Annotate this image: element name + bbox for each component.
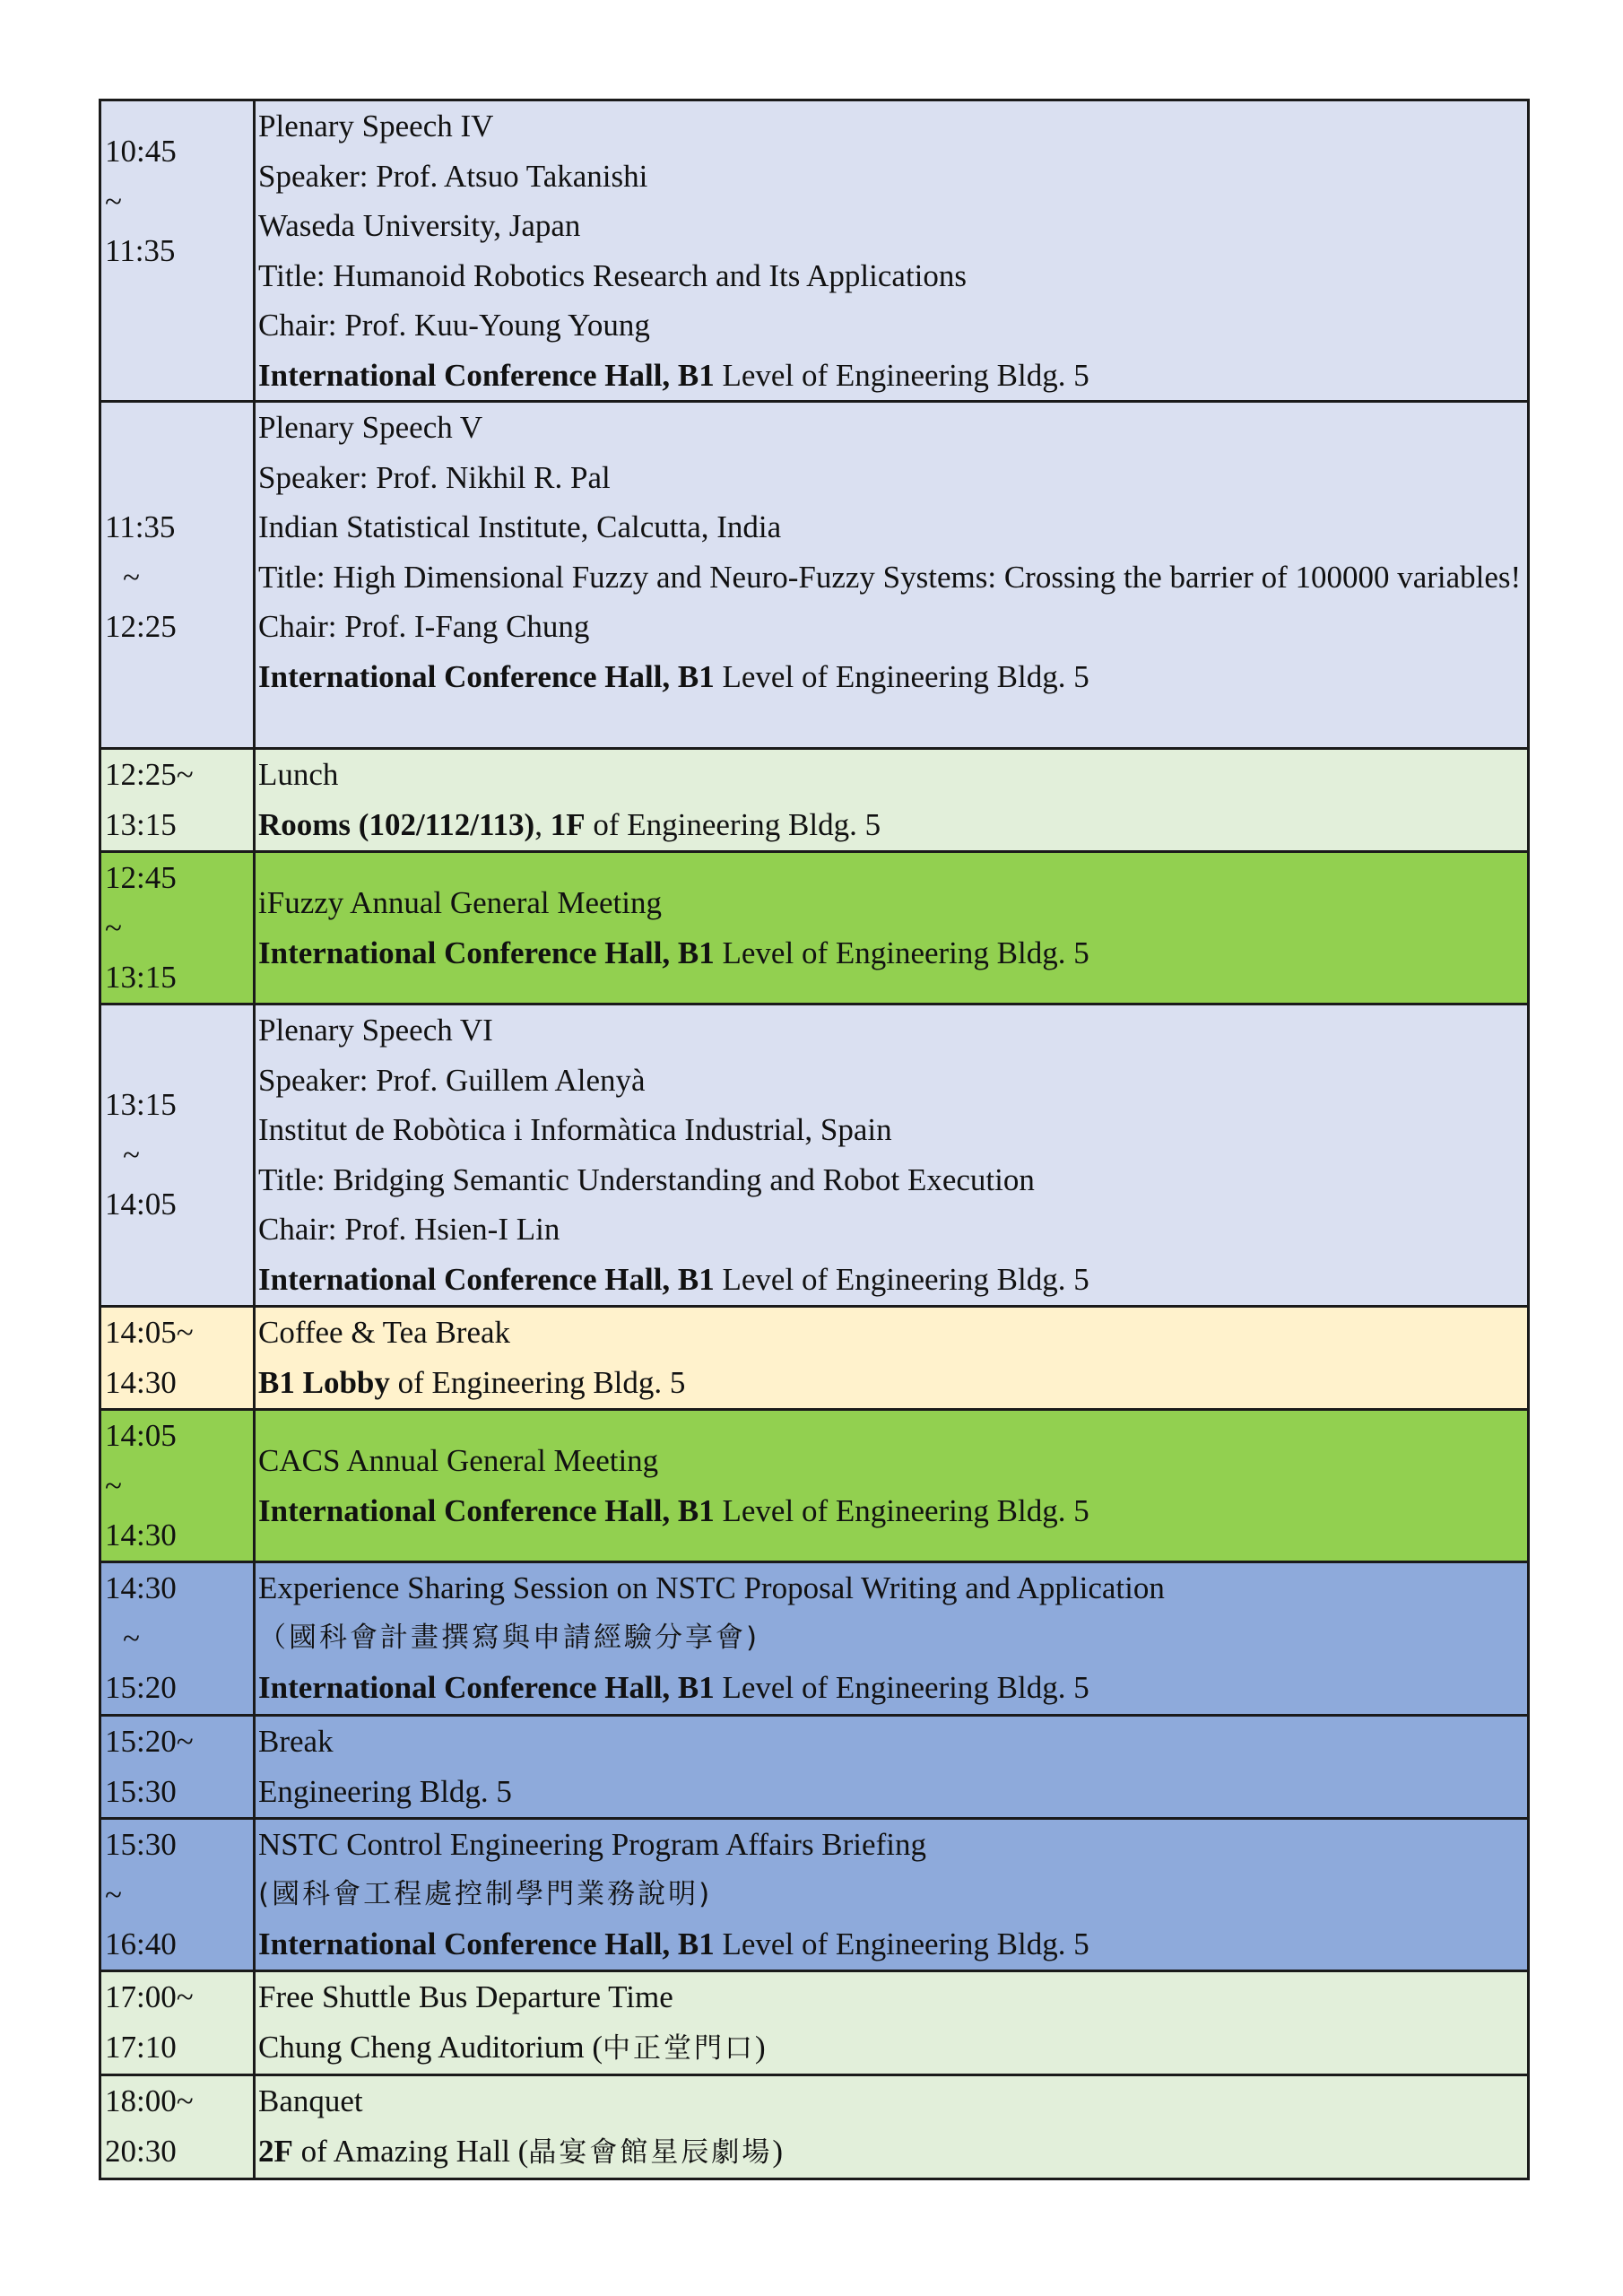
venue [258, 1663, 1522, 1713]
venue-text: Chung Cheng Auditorium ( [258, 2029, 603, 2065]
speaker: Speaker: Prof. Guillem Alenyà [258, 1062, 646, 1098]
start-time: 12:25~ [105, 757, 194, 792]
venue-rest: Level of Engineering Bldg. 5 [714, 1261, 1089, 1297]
venue-rest: of Amazing Hall ( [292, 2133, 529, 2169]
chair: Chair: Prof. Kuu-Young Young [258, 308, 650, 343]
venue [258, 1486, 1522, 1536]
talk-title: Title: High Dimensional Fuzzy and Neuro-Fuzzy Systems: Crossing the barrier of 100000 variables! [258, 559, 1522, 595]
table-row [100, 402, 1529, 749]
event-name-chinese: (國科會工程處控制學門業務說明) [258, 1877, 713, 1910]
venue [258, 1358, 1522, 1408]
start-time: 17:00~ [105, 1979, 194, 2014]
end-time: 13:15 [105, 960, 177, 995]
venue-rest: Level of Engineering Bldg. 5 [714, 1492, 1089, 1528]
venue [258, 1919, 1522, 1970]
table-row [100, 1004, 1529, 1307]
end-time: 17:10 [105, 2029, 177, 2065]
time-separator: ~ [105, 183, 122, 219]
time-separator: ~ [105, 909, 122, 945]
venue [258, 928, 1522, 978]
start-time: 13:15 [105, 1087, 177, 1122]
affiliation: Institut de Robòtica i Informàtica Industrial, Spain [258, 1112, 892, 1147]
details-cell [255, 1562, 1529, 1716]
event-name: Plenary Speech IV [258, 109, 494, 144]
time-cell [100, 2075, 255, 2179]
venue-rest: Level of Engineering Bldg. 5 [714, 935, 1089, 970]
venue-bold: International Conference Hall, B1 [258, 1926, 715, 1961]
table-row [100, 1562, 1529, 1716]
event-name: Banquet [258, 2083, 363, 2118]
venue-rest: of Engineering Bldg. 5 [389, 1364, 686, 1400]
start-time: 14:05~ [105, 1315, 194, 1350]
time-cell [100, 1410, 255, 1562]
details-cell [255, 1004, 1529, 1307]
venue-floor: 1F [550, 806, 586, 842]
venue [258, 351, 1522, 401]
table-row [100, 1716, 1529, 1819]
start-time: 18:00~ [105, 2083, 194, 2118]
start-time: 10:45 [105, 134, 177, 169]
table-row [100, 1410, 1529, 1562]
venue [258, 652, 1522, 702]
speaker: Speaker: Prof. Atsuo Takanishi [258, 158, 648, 194]
end-time: 15:30 [105, 1773, 177, 1809]
table-row [100, 1819, 1529, 1971]
event-name: Plenary Speech V [258, 410, 483, 445]
event-name: Coffee & Tea Break [258, 1315, 511, 1350]
table-row [100, 852, 1529, 1004]
venue-bold: International Conference Hall, B1 [258, 357, 715, 393]
event-name: NSTC Control Engineering Program Affairs Briefing [258, 1827, 926, 1862]
venue [258, 1255, 1522, 1305]
table-row [100, 1307, 1529, 1410]
time-cell [100, 852, 255, 1004]
time-separator: ~ [123, 1136, 140, 1172]
venue-bold: B1 Lobby [258, 1364, 390, 1400]
details-cell [255, 1410, 1529, 1562]
schedule-table [99, 99, 1530, 2180]
details-cell [255, 1307, 1529, 1410]
table-row [100, 100, 1529, 402]
table-row [100, 2075, 1529, 2179]
end-time: 14:30 [105, 1364, 177, 1400]
end-time: 15:20 [105, 1670, 177, 1705]
time-cell [100, 1562, 255, 1716]
details-cell [255, 1971, 1529, 2075]
start-time: 12:45 [105, 860, 177, 895]
details-cell [255, 2075, 1529, 2179]
venue-bold: 2F [258, 2133, 293, 2169]
end-time: 12:25 [105, 609, 177, 644]
start-time: 14:30 [105, 1570, 177, 1605]
end-time: 13:15 [105, 806, 177, 842]
talk-title: Title: Humanoid Robotics Research and Its Applications [258, 257, 968, 293]
venue-bold: Rooms (102/112/113) [258, 806, 535, 842]
venue-close: ) [772, 2133, 783, 2169]
venue-rest: Level of Engineering Bldg. 5 [714, 1926, 1089, 1961]
end-time: 14:05 [105, 1187, 177, 1222]
venue-close: ) [755, 2029, 766, 2065]
end-time: 20:30 [105, 2133, 177, 2169]
details-cell [255, 100, 1529, 402]
event-name: CACS Annual General Meeting [258, 1443, 659, 1478]
chair: Chair: Prof. I-Fang Chung [258, 609, 590, 644]
time-cell [100, 1971, 255, 2075]
venue-rest: Level of Engineering Bldg. 5 [714, 658, 1089, 694]
venue-bold: International Conference Hall, B1 [258, 1492, 715, 1528]
speaker: Speaker: Prof. Nikhil R. Pal [258, 459, 611, 495]
venue-sep: , [534, 806, 551, 842]
time-cell [100, 749, 255, 852]
event-name: Lunch [258, 757, 339, 792]
time-cell [100, 1819, 255, 1971]
event-name: iFuzzy Annual General Meeting [258, 885, 663, 920]
venue-rest: Level of Engineering Bldg. 5 [714, 357, 1089, 393]
end-time: 16:40 [105, 1926, 177, 1961]
venue-bold: International Conference Hall, B1 [258, 658, 715, 694]
time-cell [100, 1307, 255, 1410]
event-name: Plenary Speech VI [258, 1013, 493, 1048]
end-time: 14:30 [105, 1518, 177, 1552]
affiliation: Indian Statistical Institute, Calcutta, India [258, 509, 782, 544]
event-name: Experience Sharing Session on NSTC Proposal Writing and Application [258, 1570, 1165, 1605]
start-time: 14:05 [105, 1418, 177, 1453]
chair: Chair: Prof. Hsien-I Lin [258, 1212, 560, 1247]
time-cell [100, 1004, 255, 1307]
table-row [100, 1971, 1529, 2075]
details-cell [255, 852, 1529, 1004]
end-time: 11:35 [105, 233, 176, 268]
venue-rest: of Engineering Bldg. 5 [585, 806, 881, 842]
venue-bold: International Conference Hall, B1 [258, 1670, 715, 1705]
venue: Engineering Bldg. 5 [258, 1773, 512, 1809]
start-time: 15:20~ [105, 1724, 194, 1759]
time-separator: ~ [105, 1467, 122, 1503]
venue-chinese: 中正堂門口 [603, 2031, 756, 2065]
venue [258, 2022, 1522, 2074]
affiliation: Waseda University, Japan [258, 208, 581, 243]
start-time: 11:35 [105, 509, 176, 544]
talk-title: Title: Bridging Semantic Understanding and Robot Execution [258, 1161, 1035, 1197]
time-separator: ~ [123, 1620, 140, 1656]
start-time: 15:30 [105, 1827, 177, 1862]
venue-rest: Level of Engineering Bldg. 5 [714, 1670, 1089, 1705]
details-cell [255, 1716, 1529, 1819]
time-separator: ~ [123, 559, 140, 595]
time-cell [100, 1716, 255, 1819]
event-name: Break [258, 1724, 334, 1759]
venue-chinese: 晶宴會館星辰劇場 [528, 2135, 773, 2169]
details-cell [255, 749, 1529, 852]
table-row [100, 749, 1529, 852]
time-cell [100, 402, 255, 749]
venue [258, 800, 1522, 850]
event-name-chinese: （國科會計畫撰寫與申請經驗分享會) [258, 1621, 760, 1654]
details-cell [255, 1819, 1529, 1971]
time-separator: ~ [105, 1876, 122, 1912]
details-cell [255, 402, 1529, 749]
event-name: Free Shuttle Bus Departure Time [258, 1979, 673, 2014]
venue [258, 2126, 1522, 2179]
venue-bold: International Conference Hall, B1 [258, 1261, 715, 1297]
venue-bold: International Conference Hall, B1 [258, 935, 715, 970]
time-cell [100, 100, 255, 402]
